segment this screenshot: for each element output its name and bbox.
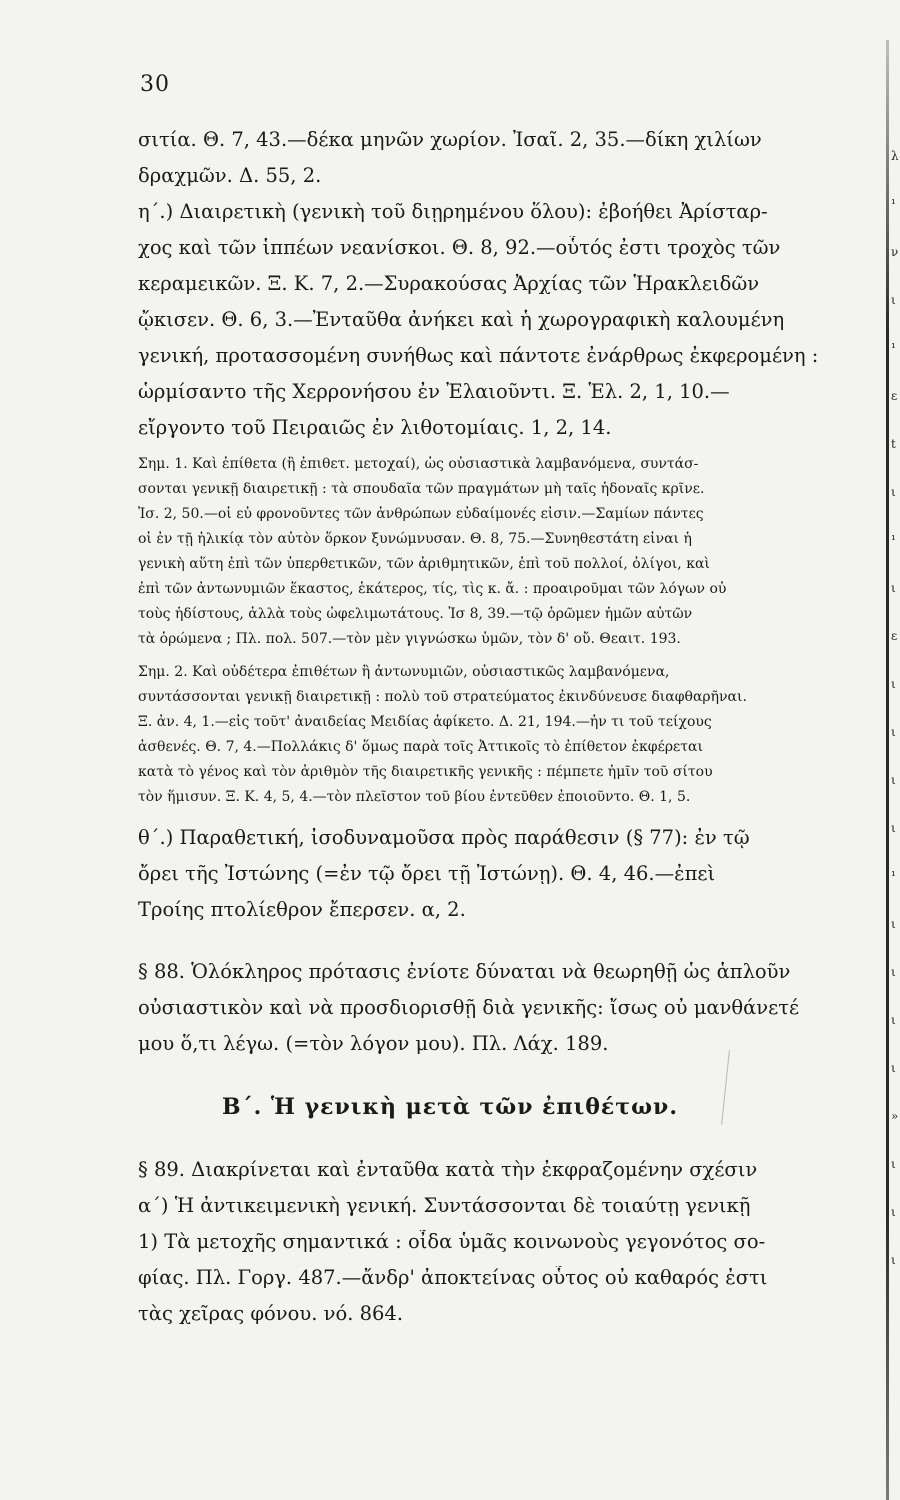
body-line: σιτία. Θ. 7, 43.—δέκα μηνῶν χωρίον. Ἰσαῖ. 2, 35.—δίκη χιλίων [138, 128, 762, 151]
body-line: γενική, προτασσομένη συνήθως καὶ πάντοτε ἐνάρθρως ἐκφερομένη : [138, 344, 819, 367]
note-line: Ἰσ. 2, 50.—οἱ εὖ φρονοῦντες τῶν ἀνθρώπων εὐδαίμονές εἰσιν.—Σαμίων πάντες [138, 506, 704, 522]
note-line: κατὰ τὸ γένος καὶ τὸν ἀριθμὸν τῆς διαιρετικῆς γενικῆς : πέμπετε ἡμῖν τοῦ σίτου [138, 764, 713, 780]
edge-mark: ¹ [891, 197, 896, 211]
body-line: θ΄.) Παραθετική, ἰσοδυναμοῦσα πρὸς παράθεσιν (§ 77): ἐν τῷ [138, 826, 750, 849]
edge-mark: ι [891, 581, 896, 595]
body-line: τὰς χεῖρας φόνου. νό. 864. [138, 1302, 404, 1325]
note-line: τὰ ὁρώμενα ; Πλ. πολ. 507.—τὸν μὲν γιγνώσκω ὑμῶν, τὸν δ' οὔ. Θεαιτ. 193. [138, 631, 681, 647]
edge-mark: ι [891, 485, 896, 499]
note-line: Ξ. ἀν. 4, 1.—εἰς τοῦτ' ἀναιδείας Μειδίας ἀφίκετο. Δ. 21, 194.—ἦν τι τοῦ τείχους [138, 714, 712, 730]
edge-mark: ι [891, 677, 896, 691]
section-heading: Β΄. Ἡ γενικὴ μετὰ τῶν ἐπιθέτων. [222, 1094, 678, 1120]
edge-mark: ι [891, 1205, 896, 1219]
body-line: § 88. Ὁλόκληρος πρότασις ἐνίοτε δύναται νὰ θεωρηθῇ ὡς ἁπλοῦν [138, 960, 791, 983]
adjacent-page-edge-marks [891, 0, 900, 1500]
note-line: τοὺς ἡδίστους, ἀλλὰ τοὺς ὠφελιμωτάτους. Ἰσ 8, 39.—τῷ ὁρῶμεν ἡμῶν αὐτῶν [138, 606, 693, 622]
body-line: δραχμῶν. Δ. 55, 2. [138, 164, 322, 187]
edge-mark: ι [891, 965, 896, 979]
edge-mark: ι [891, 725, 896, 739]
note-line: συντάσσονται γενικῇ διαιρετικῇ : πολὺ τοῦ στρατεύματος ἐκινδύνευσε διαφθαρῆναι. [138, 689, 747, 705]
edge-mark: ¹ [891, 869, 896, 883]
body-line: μου ὅ,τι λέγω. (=τὸν λόγον μου). Πλ. Λάχ. 189. [138, 1032, 609, 1055]
edge-mark: ι [891, 1061, 896, 1075]
edge-mark: ν [891, 245, 899, 259]
note-line: γενικὴ αὕτη ἐπὶ τῶν ὑπερθετικῶν, τῶν ἀριθμητικῶν, ἐπὶ τοῦ πολλοί, ὀλίγοι, καὶ [138, 556, 710, 572]
note-line: ἐπὶ τῶν ἀντωνυμιῶν ἕκαστος, ἑκάτερος, τίς, τὶς κ. ἄ. : προαιροῦμαι τῶν λόγων οὐ [138, 581, 727, 597]
edge-mark: ¹ [891, 533, 896, 547]
body-line: Τροίης πτολίεθρον ἔπερσεν. α, 2. [138, 898, 466, 921]
edge-mark: ι [891, 917, 896, 931]
edge-mark: ι [891, 1253, 896, 1267]
edge-mark: t [891, 437, 896, 451]
edge-mark: ι [891, 773, 896, 787]
edge-mark: ι [891, 293, 896, 307]
body-line: α΄) Ἡ ἀντικειμενικὴ γενική. Συντάσσονται δὲ τοιαύτῃ γενικῇ [138, 1194, 751, 1217]
body-line: 1) Τὰ μετοχῆς σημαντικά : οἶδα ὑμᾶς κοινωνοὺς γεγονότος σο- [138, 1230, 766, 1253]
note-line: τὸν ἥμισυν. Ξ. Κ. 4, 5, 4.—τὸν πλεῖστον τοῦ βίου ἐντεῦθεν ἐποιοῦντο. Θ. 1, 5. [138, 789, 691, 805]
body-line: § 89. Διακρίνεται καὶ ἐνταῦθα κατὰ τὴν ἐκφραζομένην σχέσιν [138, 1158, 758, 1181]
body-line: ὄρει τῆς Ἰστώνης (=ἐν τῷ ὄρει τῇ Ἰστώνῃ). Θ. 4, 46.—ἐπεὶ [138, 862, 716, 885]
body-line: χος καὶ τῶν ἱππέων νεανίσκοι. Θ. 8, 92.—οὗτός ἐστι τροχὸς τῶν [138, 236, 781, 259]
edge-mark: ε [891, 389, 898, 403]
note-line: Σημ. 2. Καὶ οὐδέτερα ἐπιθέτων ἢ ἀντωνυμιῶν, οὐσιαστικῶς λαμβανόμενα, [138, 664, 670, 680]
note-line: ἀσθενές. Θ. 7, 4.—Πολλάκις δ' ὅμως παρὰ τοῖς Ἀττικοῖς τὸ ἐπίθετον ἐκφέρεται [138, 739, 703, 755]
edge-mark: » [891, 1109, 899, 1123]
edge-mark: ι [891, 1013, 896, 1027]
edge-mark: ¹ [891, 341, 896, 355]
body-line: οὐσιαστικὸν καὶ νὰ προσδιορισθῇ διὰ γενικῆς: ἴσως οὐ μανθάνετέ [138, 996, 800, 1019]
body-line: ὡρμίσαντο τῆς Χερρονήσου ἐν Ἐλαιοῦντι. Ξ. Ἑλ. 2, 1, 10.— [138, 380, 730, 403]
body-line: κεραμεικῶν. Ξ. Κ. 7, 2.—Συρακούσας Ἀρχίας τῶν Ἡρακλειδῶν [138, 272, 760, 295]
edge-mark: λ [891, 149, 899, 163]
body-line: εἴργοντο τοῦ Πειραιῶς ἐν λιθοτομίαις. 1, 2, 14. [138, 416, 612, 439]
edge-mark: ε [891, 629, 898, 643]
note-line: σονται γενικῇ διαιρετικῇ : τὰ σπουδαῖα τῶν πραγμάτων μὴ ταῖς ἡδοναῖς κρῖνε. [138, 481, 705, 497]
note-line: Σημ. 1. Καὶ ἐπίθετα (ἢ ἐπιθετ. μετοχαί), ὡς οὐσιαστικὰ λαμβανόμενα, συντάσ- [138, 456, 699, 472]
body-line: η΄.) Διαιρετικὴ (γενικὴ τοῦ διῃρημένου ὅλου): ἐβοήθει Ἀρίσταρ- [138, 200, 768, 223]
body-line: ᾤκισεν. Θ. 6, 3.—Ἐνταῦθα ἀνήκει καὶ ἡ χωρογραφικὴ καλουμένη [138, 308, 785, 331]
edge-mark: ι [891, 1157, 896, 1171]
note-line: οἱ ἐν τῇ ἡλικίᾳ τὸν αὐτὸν ὅρκον ξυνώμνυσαν. Θ. 8, 75.—Συνηθεστάτη εἶναι ἡ [138, 531, 692, 547]
edge-mark: ι [891, 821, 896, 835]
body-line: φίας. Πλ. Γοργ. 487.—ἄνδρ' ἀποκτείνας οὗτος οὐ καθαρός ἐστι [138, 1266, 768, 1289]
page-number: 30 [140, 72, 170, 97]
